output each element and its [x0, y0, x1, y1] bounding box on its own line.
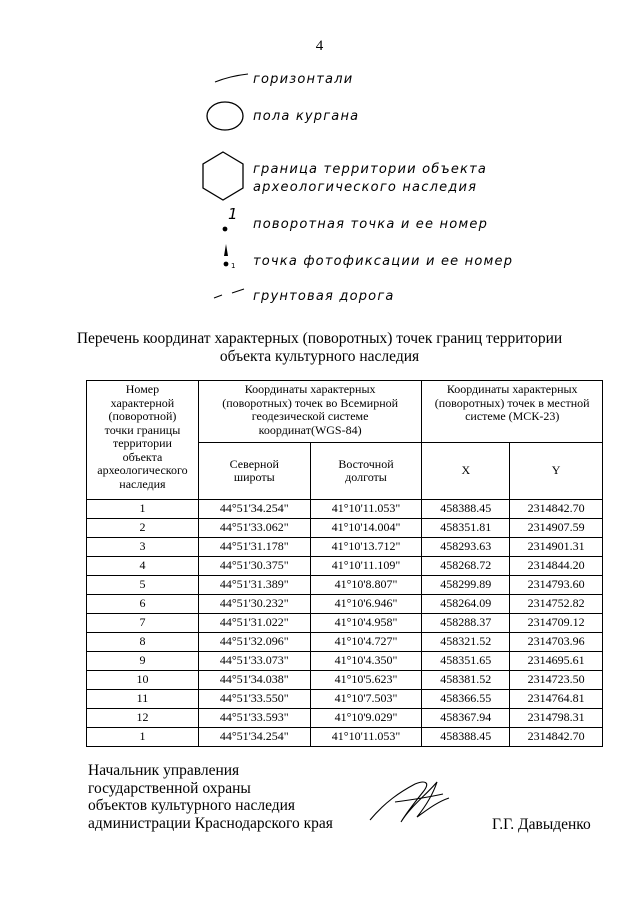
coordinates-table [86, 380, 603, 747]
cell-x: 458288.37 [422, 614, 510, 633]
caption-line-2: объекта культурного наследия [219, 348, 420, 365]
table-row [87, 519, 603, 538]
cell-n: 1 [87, 500, 199, 519]
photo-point-icon [218, 240, 242, 272]
cell-lon: 41°10'5.623" [310, 671, 422, 690]
cell-lat: 44°51'33.073" [198, 652, 310, 671]
cell-x: 458388.45 [422, 728, 510, 747]
header-msk23-group: Координаты характерных (поворотных) точек в местной системе (МСК-23) [422, 381, 603, 443]
cell-y: 2314764.81 [510, 690, 603, 709]
header-east-longitude: Восточной долготы [310, 443, 422, 500]
cell-x: 458321.52 [422, 633, 510, 652]
cell-n: 12 [87, 709, 199, 728]
cell-lon: 41°10'11.109" [310, 557, 422, 576]
photo-point-number: 1 [231, 262, 236, 270]
cell-n: 2 [87, 519, 199, 538]
table-row [87, 595, 603, 614]
cell-y: 2314901.31 [510, 538, 603, 557]
cell-y: 2314703.96 [510, 633, 603, 652]
legend-label-contour: горизонтали [253, 72, 354, 87]
legend-label-kurgan: пола кургана [253, 109, 360, 124]
cell-lon: 41°10'9.029" [310, 709, 422, 728]
table-row [87, 728, 603, 747]
cell-lat: 44°51'33.550" [198, 690, 310, 709]
legend-label-photo-point: точка фотофиксации и ее номер [253, 254, 514, 269]
cell-y: 2314907.59 [510, 519, 603, 538]
cell-lon: 41°10'13.712" [310, 538, 422, 557]
table-row [87, 709, 603, 728]
legend-label-boundary-1: граница территории объекта [253, 162, 488, 177]
cell-lat: 44°51'32.096" [198, 633, 310, 652]
cell-y: 2314723.50 [510, 671, 603, 690]
cell-lat: 44°51'34.254" [198, 728, 310, 747]
cell-lat: 44°51'31.022" [198, 614, 310, 633]
cell-n: 1 [87, 728, 199, 747]
cell-y: 2314695.61 [510, 652, 603, 671]
table-row [87, 671, 603, 690]
cell-lon: 41°10'4.350" [310, 652, 422, 671]
table-row [87, 652, 603, 671]
cell-lon: 41°10'6.946" [310, 595, 422, 614]
caption-line-1: Перечень координат характерных (поворотных) точек границ территории [76, 330, 563, 347]
cell-n: 8 [87, 633, 199, 652]
cell-lon: 41°10'4.727" [310, 633, 422, 652]
cell-n: 10 [87, 671, 199, 690]
cell-lon: 41°10'11.053" [310, 728, 422, 747]
contour-line-icon [212, 70, 252, 86]
cell-lat: 44°51'31.178" [198, 538, 310, 557]
cell-lon: 41°10'8.807" [310, 576, 422, 595]
cell-x: 458268.72 [422, 557, 510, 576]
cell-n: 4 [87, 557, 199, 576]
cell-lat: 44°51'34.254" [198, 500, 310, 519]
cell-x: 458388.45 [422, 500, 510, 519]
cell-lon: 41°10'7.503" [310, 690, 422, 709]
cell-x: 458264.09 [422, 595, 510, 614]
cell-y: 2314793.60 [510, 576, 603, 595]
signatory-title: Начальник управления государственной охраны объектов культурного наследия администрации Краснодарского края [88, 762, 333, 832]
cell-lon: 41°10'11.053" [310, 500, 422, 519]
kurgan-ellipse-icon [205, 100, 245, 132]
header-x: X [422, 443, 510, 500]
cell-y: 2314842.70 [510, 728, 603, 747]
cell-y: 2314709.12 [510, 614, 603, 633]
header-wgs84-group: Координаты характерных (поворотных) точек во Всемирной геодезической системе координат(WGS-84) [198, 381, 422, 443]
page-number: 4 [315, 38, 324, 54]
cell-y: 2314798.31 [510, 709, 603, 728]
cell-x: 458366.55 [422, 690, 510, 709]
cell-lat: 44°51'30.232" [198, 595, 310, 614]
header-y: Y [510, 443, 603, 500]
cell-lat: 44°51'33.593" [198, 709, 310, 728]
cell-y: 2314752.82 [510, 595, 603, 614]
table-caption [0, 330, 639, 366]
cell-x: 458299.89 [422, 576, 510, 595]
signatory-name: Г.Г. Давыденко [492, 816, 591, 833]
cell-x: 458351.81 [422, 519, 510, 538]
cell-y: 2314842.70 [510, 500, 603, 519]
cell-n: 5 [87, 576, 199, 595]
cell-lon: 41°10'4.958" [310, 614, 422, 633]
table-row [87, 557, 603, 576]
cell-y: 2314844.20 [510, 557, 603, 576]
legend-label-boundary-2: археологического наследия [253, 180, 478, 195]
cell-n: 11 [87, 690, 199, 709]
cell-n: 6 [87, 595, 199, 614]
cell-x: 458381.52 [422, 671, 510, 690]
table-row [87, 633, 603, 652]
turning-point-number: 1 [228, 205, 238, 223]
dirt-road-icon [210, 286, 250, 302]
handwritten-signature [365, 772, 455, 832]
table-row [87, 538, 603, 557]
table-row [87, 500, 603, 519]
cell-lat: 44°51'30.375" [198, 557, 310, 576]
table-row [87, 690, 603, 709]
turning-point-icon [218, 204, 242, 234]
cell-lat: 44°51'31.389" [198, 576, 310, 595]
cell-x: 458351.65 [422, 652, 510, 671]
cell-n: 7 [87, 614, 199, 633]
cell-x: 458367.94 [422, 709, 510, 728]
table-row [87, 614, 603, 633]
header-point-number: Номер характерной (поворотной) точки границы территории объекта археологического наследия [87, 381, 199, 500]
cell-x: 458293.63 [422, 538, 510, 557]
cell-lat: 44°51'33.062" [198, 519, 310, 538]
legend-label-turning-point: поворотная точка и ее номер [253, 217, 489, 232]
table-row [87, 576, 603, 595]
cell-n: 9 [87, 652, 199, 671]
header-north-latitude: Северной широты [198, 443, 310, 500]
cell-lat: 44°51'34.038" [198, 671, 310, 690]
cell-n: 3 [87, 538, 199, 557]
cell-lon: 41°10'14.004" [310, 519, 422, 538]
hexagon-boundary-icon [200, 150, 246, 202]
legend-label-dirt-road: грунтовая дорога [253, 289, 395, 304]
